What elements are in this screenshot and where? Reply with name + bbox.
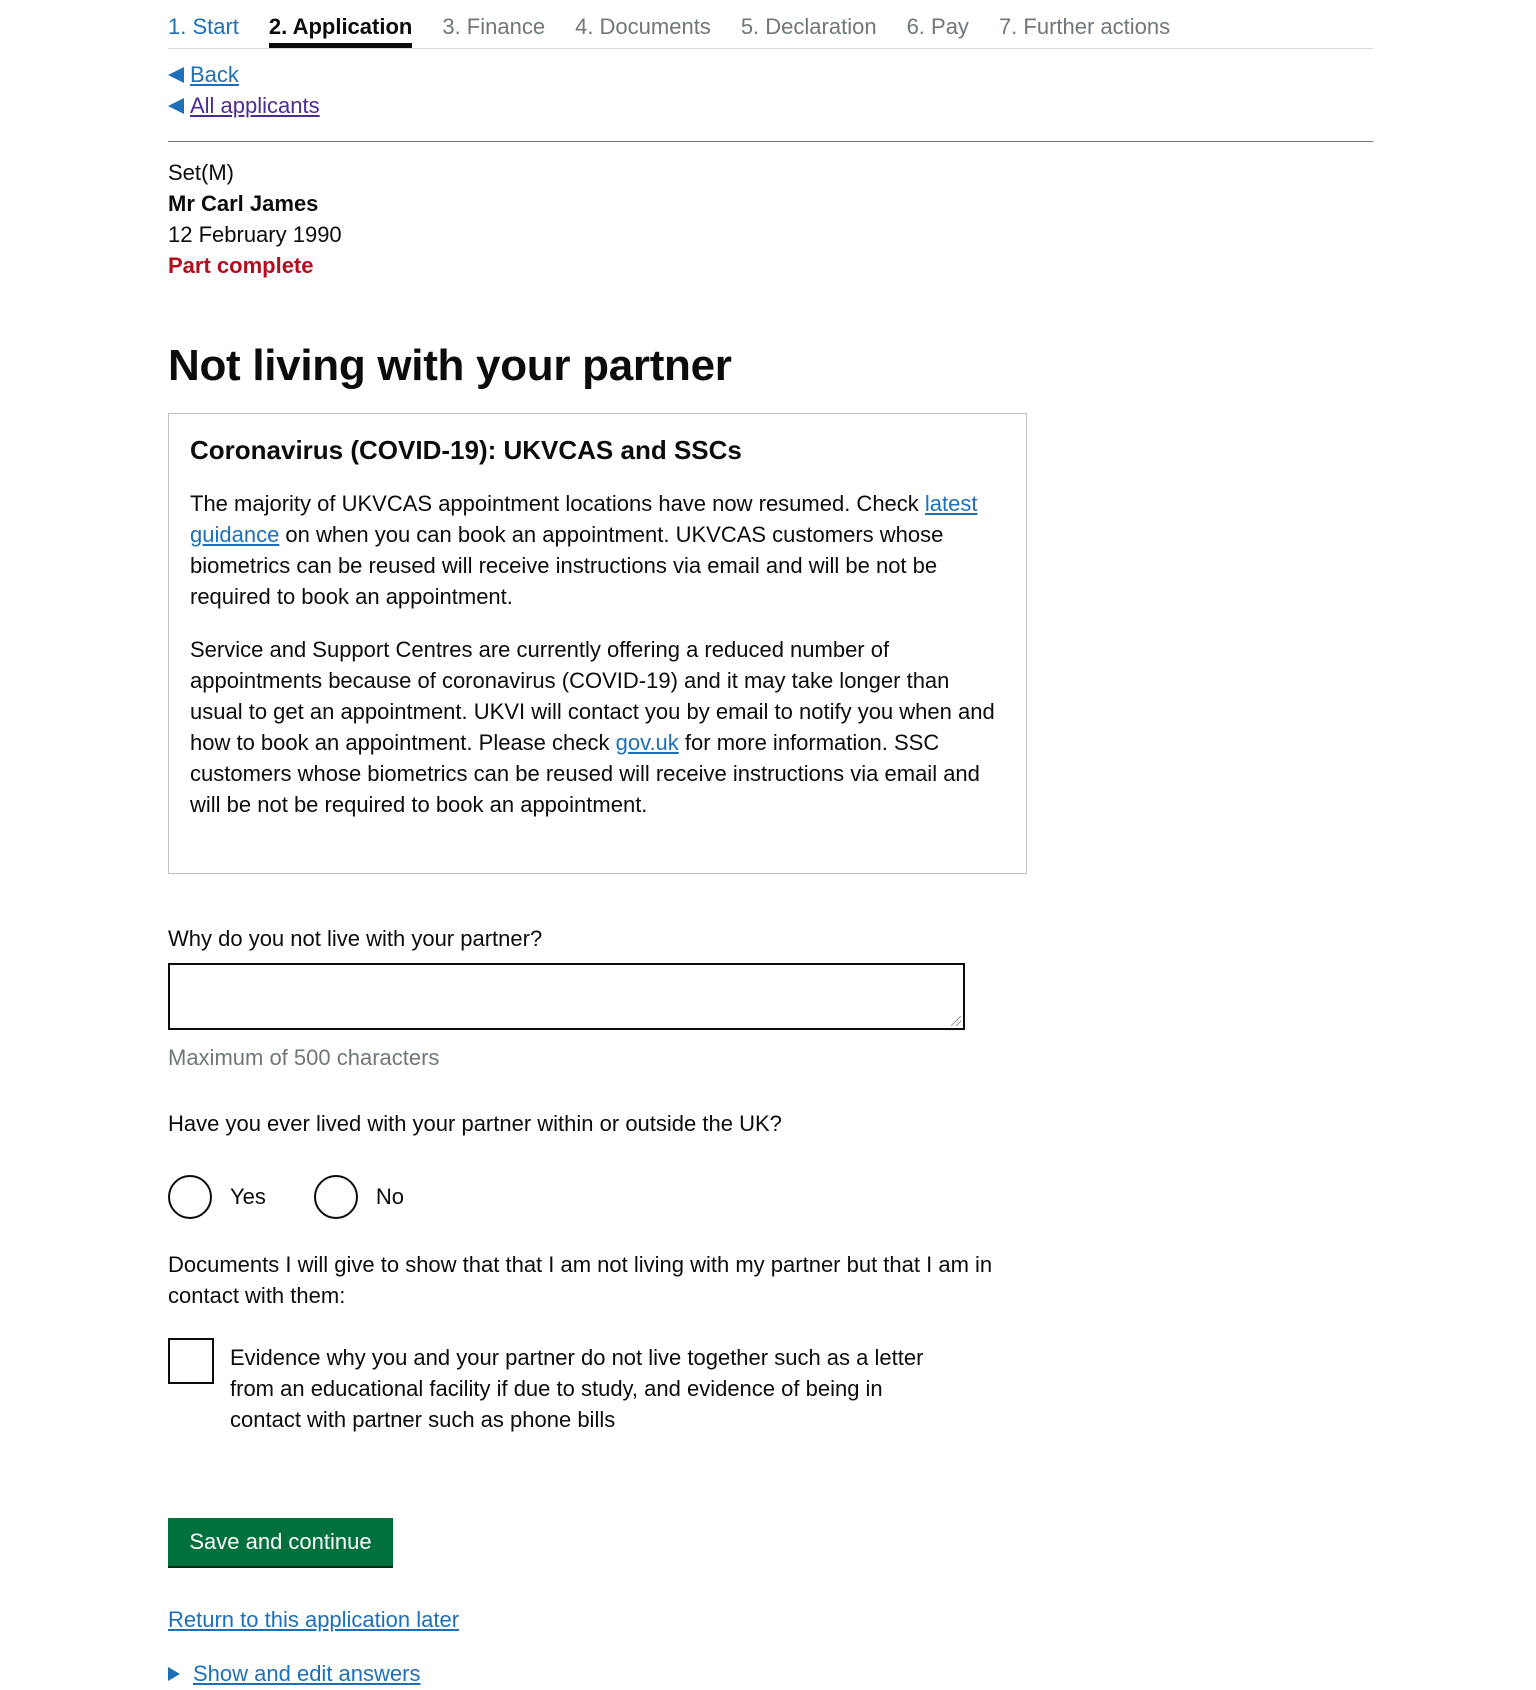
show-answers-toggle[interactable] xyxy=(168,1661,420,1687)
triangle-left-icon xyxy=(168,98,184,114)
step-declaration: 5. Declaration xyxy=(740,14,877,39)
radio-no-label[interactable]: No xyxy=(375,1184,405,1209)
progress-steps xyxy=(168,0,1373,49)
notice-p2-text-end: for more information. SSC customers whose biometrics can be reused will receive instructions via email and will be not be required to book an appointment. xyxy=(190,730,980,817)
radio-circle-icon[interactable] xyxy=(314,1175,358,1219)
back-links xyxy=(168,49,1373,121)
back-link-text[interactable]: Back xyxy=(190,62,239,87)
evidence-checkbox-row[interactable] xyxy=(168,1338,950,1435)
applicant-status: Part complete xyxy=(168,253,314,278)
notice-paragraph-1 xyxy=(190,488,1005,612)
applicant-dob: 12 February 1990 xyxy=(168,222,342,247)
notice-p1-text-end: on when you can book an appointment. UKVCAS customers whose biometrics can be reused will receive instructions via email and will be not be required to book an appointment. xyxy=(190,522,944,609)
step-documents: 4. Documents xyxy=(575,14,711,39)
reason-textarea[interactable] xyxy=(168,963,965,1030)
lived-together-label: Have you ever lived with your partner within or outside the UK? xyxy=(168,1111,782,1136)
triangle-left-icon xyxy=(168,67,184,83)
reason-hint: Maximum of 500 characters xyxy=(168,1045,440,1070)
section-divider xyxy=(168,141,1373,142)
latest-guidance-link[interactable]: latest guidance xyxy=(190,491,978,547)
notice-p2-text: Service and Support Centres are currently offering a reduced number of appointments because of coronavirus (COVID-19) and it may take longer than usual to get an appointment. UKVI will contact you by email to notify you when and how to book an appointment. Please check xyxy=(190,637,995,755)
lived-together-radios xyxy=(168,1175,452,1219)
return-later-link[interactable]: Return to this application later xyxy=(168,1607,460,1632)
all-applicants-link[interactable] xyxy=(168,90,1373,121)
evidence-checkbox-label[interactable]: Evidence why you and your partner do not live together such as a letter from an educational facility if due to study, and evidence of being in contact with partner such as phone bills xyxy=(230,1345,924,1432)
radio-no[interactable] xyxy=(314,1175,404,1219)
evidence-checkbox[interactable] xyxy=(168,1338,214,1384)
covid-notice xyxy=(168,413,1027,874)
back-link[interactable] xyxy=(168,59,1373,90)
notice-p1-text: The majority of UKVCAS appointment locations have now resumed. Check xyxy=(190,491,925,516)
documents-label: Documents I will give to show that that I am not living with my partner but that I am in contact with them: xyxy=(168,1252,993,1308)
save-and-continue-button[interactable]: Save and continue xyxy=(168,1518,393,1566)
all-applicants-link-text[interactable]: All applicants xyxy=(190,93,320,118)
show-answers-link[interactable]: Show and edit answers xyxy=(193,1661,421,1686)
resize-grip-icon[interactable] xyxy=(951,1016,961,1026)
step-pay: 6. Pay xyxy=(906,14,969,39)
notice-paragraph-2 xyxy=(190,634,1005,820)
radio-yes-label[interactable]: Yes xyxy=(230,1184,266,1209)
radio-circle-icon[interactable] xyxy=(168,1175,212,1219)
step-finance: 3. Finance xyxy=(442,14,546,39)
step-start[interactable]: 1. Start xyxy=(168,14,239,39)
triangle-right-icon xyxy=(168,1667,180,1681)
page-title: Not living with your partner xyxy=(168,341,732,390)
radio-yes[interactable] xyxy=(168,1175,266,1219)
step-application[interactable]: 2. Application xyxy=(269,4,412,48)
page-container xyxy=(168,0,1373,1686)
step-further-actions: 7. Further actions xyxy=(998,14,1171,39)
applicant-set: Set(M) xyxy=(168,160,234,185)
applicant-name: Mr Carl James xyxy=(168,191,319,216)
gov-uk-link[interactable]: gov.uk xyxy=(615,730,679,755)
notice-heading: Coronavirus (COVID-19): UKVCAS and SSCs xyxy=(190,435,742,465)
applicant-summary xyxy=(168,157,342,281)
reason-label: Why do you not live with your partner? xyxy=(168,926,543,951)
